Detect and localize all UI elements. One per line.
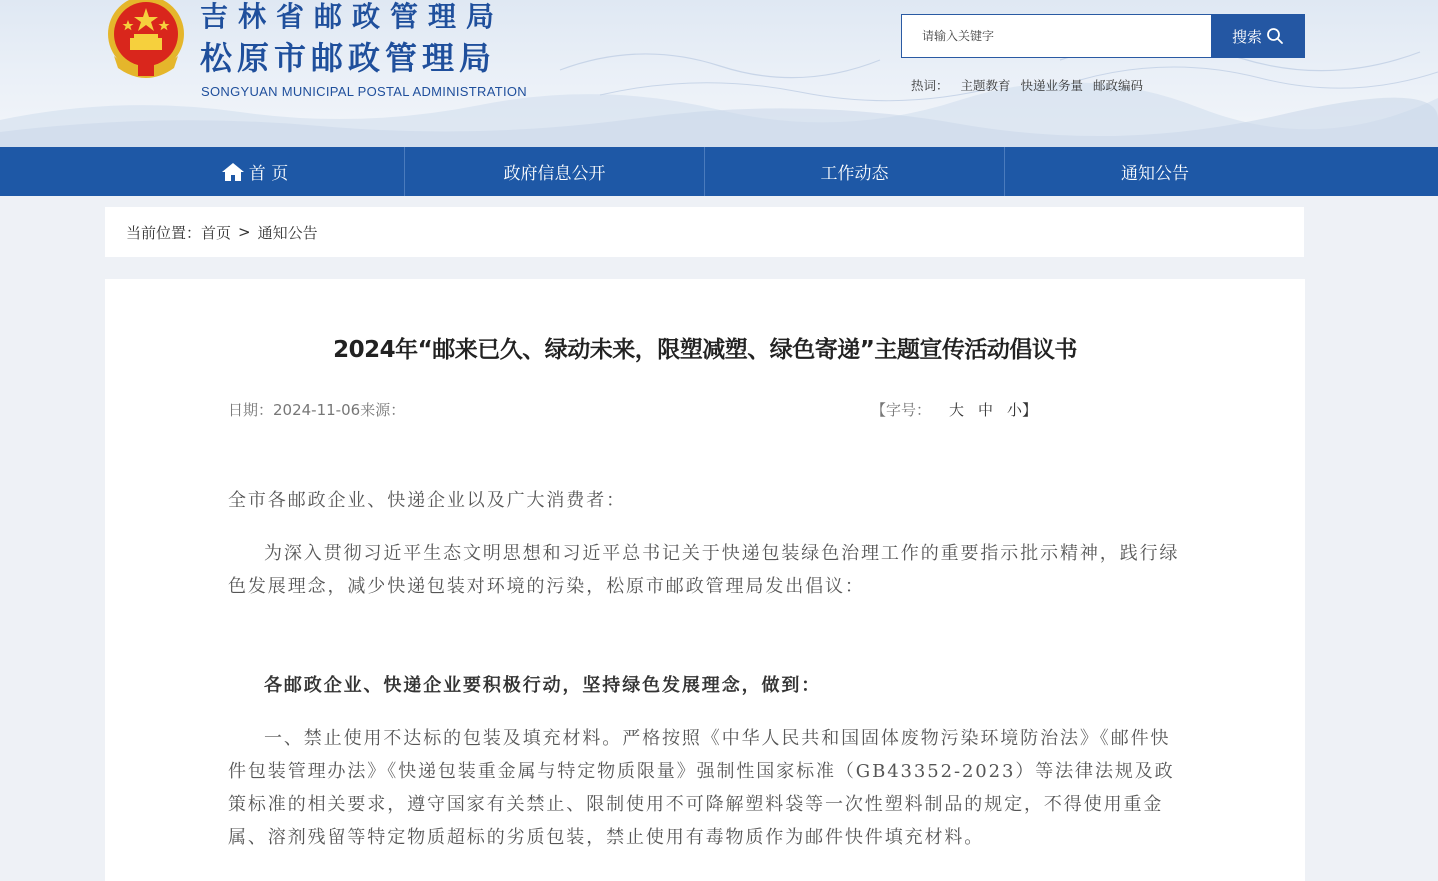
breadcrumb-notices-link[interactable]: 通知公告: [257, 223, 318, 242]
hotwords-label: 热词：: [911, 78, 949, 93]
paragraph-greeting: 全市各邮政企业、快递企业以及广大消费者：: [228, 490, 626, 511]
site-title-english: SONGYUAN MUNICIPAL POSTAL ADMINISTRATION: [201, 84, 527, 99]
home-icon: [221, 161, 245, 183]
site-title-city: 松原市邮政管理局: [200, 39, 497, 77]
font-size-small[interactable]: 小: [1007, 401, 1023, 419]
nav-label: 政府信息公开: [503, 164, 606, 184]
search-icon: [1266, 27, 1284, 45]
breadcrumb-home-link[interactable]: 首页: [201, 223, 232, 242]
font-size-medium[interactable]: 中: [978, 401, 994, 419]
hotword-link[interactable]: 主题教育: [960, 78, 1011, 93]
nav-item-home[interactable]: [105, 147, 405, 196]
hotword-link[interactable]: 快递业务量: [1020, 78, 1084, 93]
font-size-large[interactable]: 大: [949, 401, 965, 419]
search-button[interactable]: [1211, 14, 1305, 58]
hotwords: [911, 76, 1153, 94]
paragraph-heading: 各邮政企业、快递企业要积极行动，坚持绿色发展理念，做到：: [264, 675, 822, 696]
paragraph-item-1: 一、禁止使用不达标的包装及填充材料。严格按照《中华人民共和国固体废物污染环境防治法》《邮件快件包装管理办法》《快递包装重金属与特定物质限量》强制性国家标准（GB43352-2023）等法律法规及政策标准的相关要求，遵守国家有关禁止、限制使用不可降解塑料袋等一次性塑料制品的规定，不得使用重金属、溶剂残留等特定物质超标的劣质包装，禁止使用有毒物质作为邮件快件填充材料。: [228, 728, 1175, 848]
paragraph-spacer: [228, 603, 1183, 669]
nav-item-work-news[interactable]: [705, 147, 1005, 196]
nav-label: 首 页: [248, 164, 289, 184]
nav-item-notices[interactable]: [1005, 147, 1305, 196]
nav-item-gov-info[interactable]: [405, 147, 705, 196]
site-header: [0, 0, 1438, 147]
hotword-link[interactable]: 邮政编码: [1093, 78, 1144, 93]
nav-label: 通知公告: [1121, 164, 1189, 184]
national-emblem-icon: [104, 0, 188, 80]
article-body: [228, 484, 1183, 854]
breadcrumb-prefix: 当前位置：: [126, 223, 202, 242]
search-bar: [901, 14, 1305, 58]
font-size-switcher: [871, 399, 1037, 420]
article-source: 来源：: [360, 401, 406, 419]
site-title-province: 吉林省邮政管理局: [200, 0, 505, 33]
main-nav: [0, 147, 1438, 196]
article-date: 日期：2024-11-06: [228, 401, 361, 419]
breadcrumb-separator: >: [238, 223, 251, 241]
breadcrumb: [105, 207, 1304, 257]
font-size-label: 【字号：: [871, 401, 932, 419]
search-button-label: 搜索: [1231, 27, 1262, 46]
nav-label: 工作动态: [820, 164, 889, 184]
article-title: 2024年“邮来已久、绿动未来，限塑减塑、绿色寄递”主题宣传活动倡议书: [333, 337, 1077, 363]
paragraph-intro: 为深入贯彻习近平生态文明思想和习近平总书记关于快递包装绿色治理工作的重要指示批示精神，践行绿色发展理念，减少快递包装对环境的污染，松原市邮政管理局发出倡议：: [228, 543, 1180, 597]
article-meta: [228, 399, 405, 420]
font-size-close: 】: [1022, 401, 1038, 419]
search-input[interactable]: [901, 14, 1211, 58]
article-panel: [105, 279, 1305, 881]
